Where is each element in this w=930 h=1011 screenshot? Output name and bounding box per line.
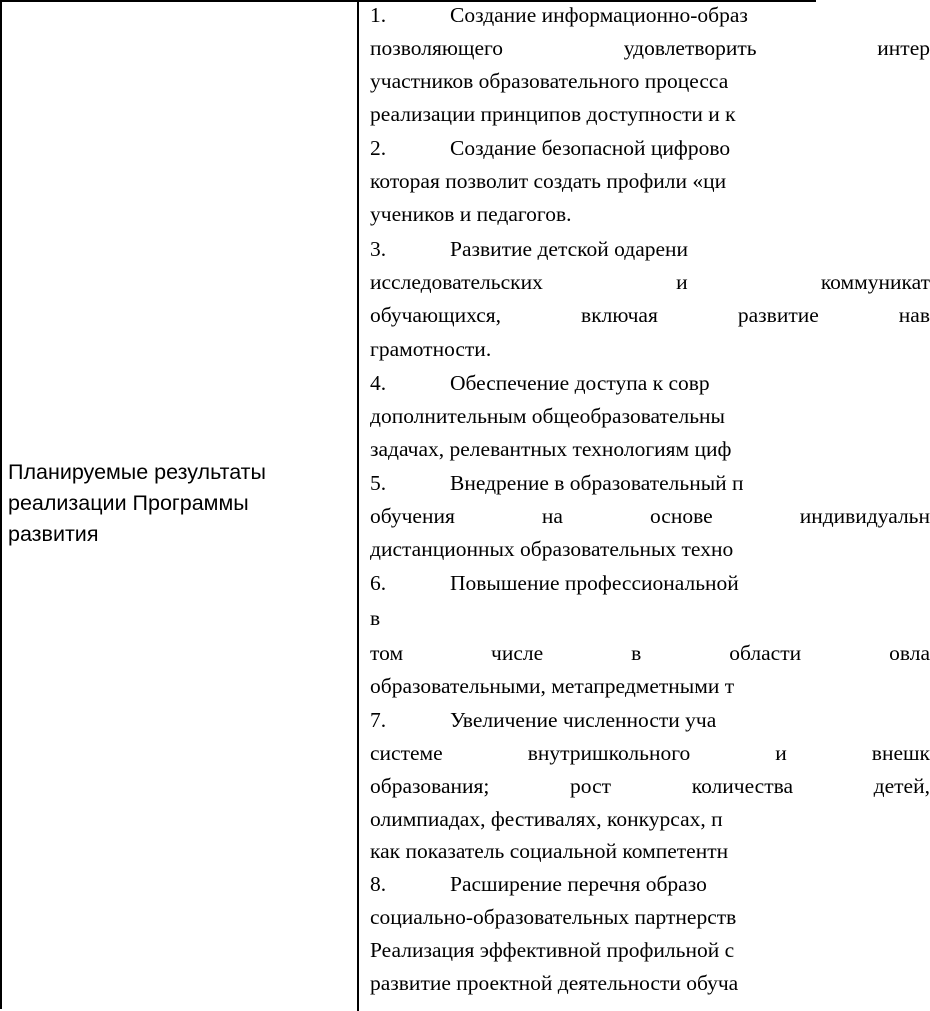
line-text: Повышение профессиональной xyxy=(450,571,739,595)
right-cell-line xyxy=(370,937,734,964)
list-number: 7. xyxy=(370,708,387,732)
right-cell-line xyxy=(370,904,736,931)
right-cell-line xyxy=(370,838,728,865)
left-cell-line: Планируемые результаты xyxy=(8,460,266,484)
line-text: образования; рост количества детей, xyxy=(370,774,930,798)
left-cell xyxy=(8,457,338,550)
line-text: учеников и педагогов. xyxy=(370,202,572,226)
line-text: социально-образовательных партнерств xyxy=(370,905,737,929)
right-cell-line xyxy=(370,302,930,329)
line-text: как показатель социальной компетентн xyxy=(370,839,729,863)
right-cell-line xyxy=(370,707,716,734)
line-text: Внедрение в образовательный п xyxy=(450,471,744,495)
right-cell-line xyxy=(370,605,380,632)
right-cell-line xyxy=(370,269,930,296)
line-text: обучения на основе индивидуальн xyxy=(370,504,930,528)
line-text: грамотности. xyxy=(370,337,492,361)
left-cell-line: реализации Программы xyxy=(8,491,249,515)
right-cell-line xyxy=(370,403,725,430)
list-number: 5. xyxy=(370,471,387,495)
right-cell-line xyxy=(370,436,731,463)
line-text: в xyxy=(370,606,381,630)
right-cell-line xyxy=(370,673,734,700)
line-text: развитие проектной деятельности обуча xyxy=(370,971,739,995)
right-cell-line xyxy=(370,370,710,397)
right-cell-line xyxy=(370,773,930,800)
line-text: Увеличение численности уча xyxy=(450,708,717,732)
list-number: 1. xyxy=(370,3,387,27)
right-cell-line xyxy=(370,201,571,228)
list-number: 2. xyxy=(370,136,387,160)
line-text: Реализация эффективной профильной с xyxy=(370,938,735,962)
right-cell-line xyxy=(370,101,736,128)
right-cell-line xyxy=(370,740,930,767)
list-number: 4. xyxy=(370,371,387,395)
right-cell-line xyxy=(370,336,491,363)
line-text: Создание информационно-образ xyxy=(450,3,748,27)
right-cell-line xyxy=(370,640,930,667)
line-text: системе внутришкольного и внешк xyxy=(370,741,930,765)
right-cell-line xyxy=(370,35,930,62)
line-text: Обеспечение доступа к совр xyxy=(450,371,710,395)
line-text: которая позволит создать профили «ци xyxy=(370,169,727,193)
line-text: исследовательских и коммуникат xyxy=(370,270,930,294)
right-cell-line xyxy=(370,871,707,898)
left-cell-line: развития xyxy=(8,522,99,546)
line-text: обучающихся, включая развитие нав xyxy=(370,303,930,327)
list-number: 6. xyxy=(370,571,387,595)
right-cell-line xyxy=(370,236,688,263)
line-text: дополнительным общеобразовательны xyxy=(370,404,725,428)
right-cell-line xyxy=(370,536,733,563)
right-cell-line xyxy=(370,470,744,497)
column-divider xyxy=(357,2,359,1011)
right-cell-line xyxy=(370,2,748,29)
line-text: Создание безопасной цифрово xyxy=(450,136,731,160)
line-text: позволяющего удовлетворить интер xyxy=(370,36,930,60)
line-text: том числе в области овла xyxy=(370,641,930,665)
line-text: Развитие детской одарени xyxy=(450,237,689,261)
line-text: олимпиадах, фестивалях, конкурсах, п xyxy=(370,807,723,831)
right-cell-line xyxy=(370,68,728,95)
line-text: Расширение перечня образо xyxy=(450,872,707,896)
right-cell-line xyxy=(370,503,930,530)
line-text: реализации принципов доступности и к xyxy=(370,102,736,126)
right-cell-line xyxy=(370,135,730,162)
line-text: дистанционных образовательных техно xyxy=(370,537,734,561)
right-cell-line xyxy=(370,806,723,833)
list-number: 8. xyxy=(370,872,387,896)
right-cell-line xyxy=(370,970,738,997)
list-number: 3. xyxy=(370,237,387,261)
line-text: участников образовательного процесса xyxy=(370,69,729,93)
line-text: задачах, релевантных технологиям циф xyxy=(370,437,732,461)
right-cell-line xyxy=(370,168,726,195)
right-cell-line xyxy=(370,570,739,597)
line-text: образовательными, метапредметными т xyxy=(370,674,735,698)
